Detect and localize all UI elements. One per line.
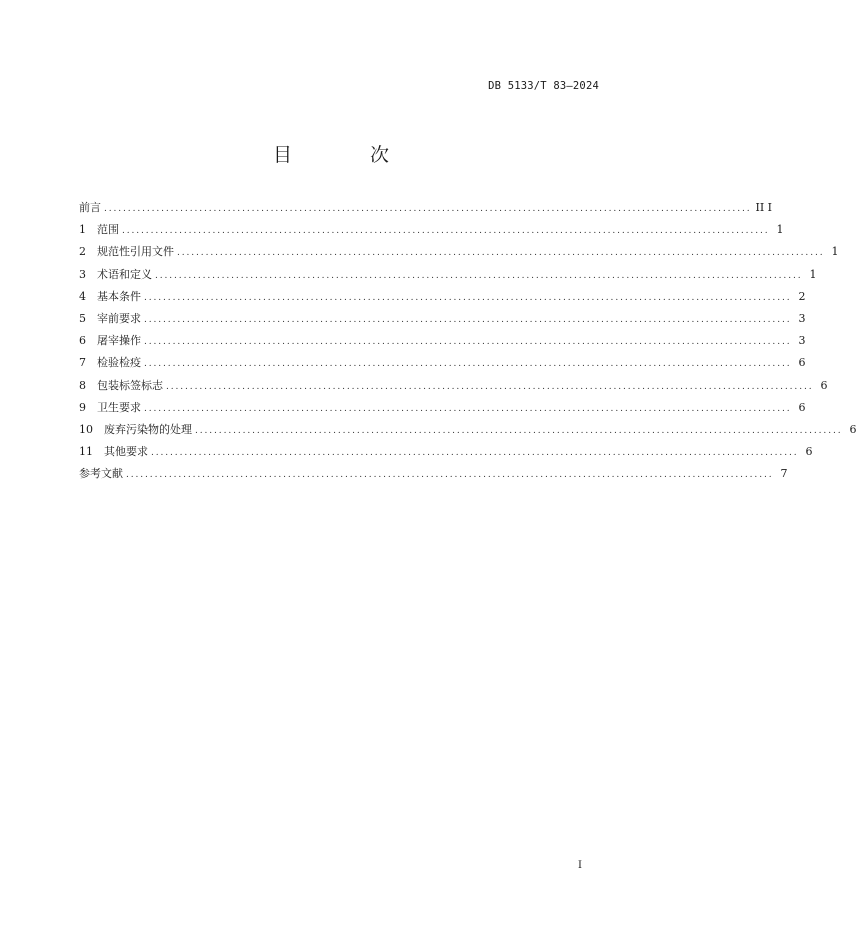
toc-entry-label: 其他要求 [104, 445, 148, 459]
toc-entry-foreword[interactable] [79, 200, 773, 222]
toc-entry-11[interactable] [79, 444, 813, 466]
toc-entry-2[interactable] [79, 244, 839, 266]
toc-entry-label: 屠宰操作 [97, 334, 141, 348]
toc-entry-page: 6 [798, 356, 806, 370]
toc-entry-3[interactable] [79, 267, 817, 289]
toc-entry-number: 8 [79, 378, 86, 392]
toc-entry-label: 包装标签标志 [97, 378, 163, 392]
dot-leader: ........................................................................................................................................ [166, 381, 814, 392]
page-number: I [578, 860, 582, 871]
toc-entry-label: 前言 [79, 201, 101, 214]
toc-entry-page: II I [755, 201, 773, 214]
toc-entry-page: 3 [798, 311, 806, 325]
toc-entry-5[interactable] [79, 311, 806, 333]
toc-entry-number: 6 [79, 334, 86, 348]
toc-entry-page: 2 [798, 289, 806, 303]
toc-entry-label: 卫生要求 [97, 400, 141, 414]
dot-leader: ........................................................................................................................................ [144, 292, 792, 303]
toc-entry-page: 6 [805, 445, 813, 459]
dot-leader: ........................................................................................................................................ [144, 314, 792, 325]
toc-entry-number: 3 [79, 267, 86, 281]
toc-entry-page: 3 [798, 334, 806, 348]
document-code: DB 5133/T 83—2024 [488, 80, 599, 92]
toc-entry-label: 参考文献 [79, 467, 123, 481]
toc-entry-label: 基本条件 [97, 289, 141, 303]
toc-entry-page: 1 [831, 245, 839, 259]
toc-entry-references[interactable] [79, 466, 788, 488]
page-title: 目 次 [272, 144, 426, 166]
toc-entry-number: 1 [79, 223, 86, 237]
toc-entry-number: 4 [79, 289, 86, 303]
dot-leader: ........................................................................................................................................ [144, 337, 792, 348]
dot-leader: ........................................................................................................................................ [177, 248, 825, 259]
toc-entry-label: 宰前要求 [97, 311, 141, 325]
toc-entry-page: 6 [849, 422, 856, 436]
toc-entry-4[interactable] [79, 289, 806, 311]
dot-leader: ........................................................................................................................................ [151, 448, 799, 459]
dot-leader: ........................................................................................................................................ [144, 359, 792, 370]
dot-leader: ........................................................................................................................................ [126, 470, 774, 481]
toc-entry-number: 5 [79, 311, 86, 325]
toc-entry-label: 规范性引用文件 [97, 245, 174, 259]
toc-entry-number: 11 [79, 445, 93, 459]
toc-entry-number: 9 [79, 400, 86, 414]
toc-entry-page: 6 [820, 378, 828, 392]
toc-entry-1[interactable] [79, 222, 784, 244]
dot-leader: ........................................................................................................................................ [104, 204, 752, 214]
dot-leader: ........................................................................................................................................ [195, 425, 843, 436]
toc-entry-page: 6 [798, 400, 806, 414]
toc-entry-page: 1 [776, 223, 784, 237]
toc-entry-label: 废弃污染物的处理 [104, 422, 192, 436]
toc-entry-number: 7 [79, 356, 86, 370]
toc-entry-page: 1 [809, 267, 817, 281]
table-of-contents [79, 200, 856, 488]
dot-leader: ........................................................................................................................................ [144, 403, 792, 414]
toc-entry-number: 2 [79, 245, 86, 259]
toc-entry-10[interactable] [79, 422, 856, 444]
toc-entry-6[interactable] [79, 333, 806, 355]
toc-entry-8[interactable] [79, 378, 828, 400]
toc-entry-7[interactable] [79, 355, 806, 377]
toc-entry-page: 7 [780, 467, 788, 481]
toc-entry-number: 10 [79, 422, 93, 436]
dot-leader: ........................................................................................................................................ [122, 226, 770, 237]
toc-entry-label: 术语和定义 [97, 267, 152, 281]
toc-entry-label: 检验检疫 [97, 356, 141, 370]
dot-leader: ........................................................................................................................................ [155, 270, 803, 281]
toc-entry-9[interactable] [79, 400, 806, 422]
toc-entry-label: 范围 [97, 223, 119, 237]
